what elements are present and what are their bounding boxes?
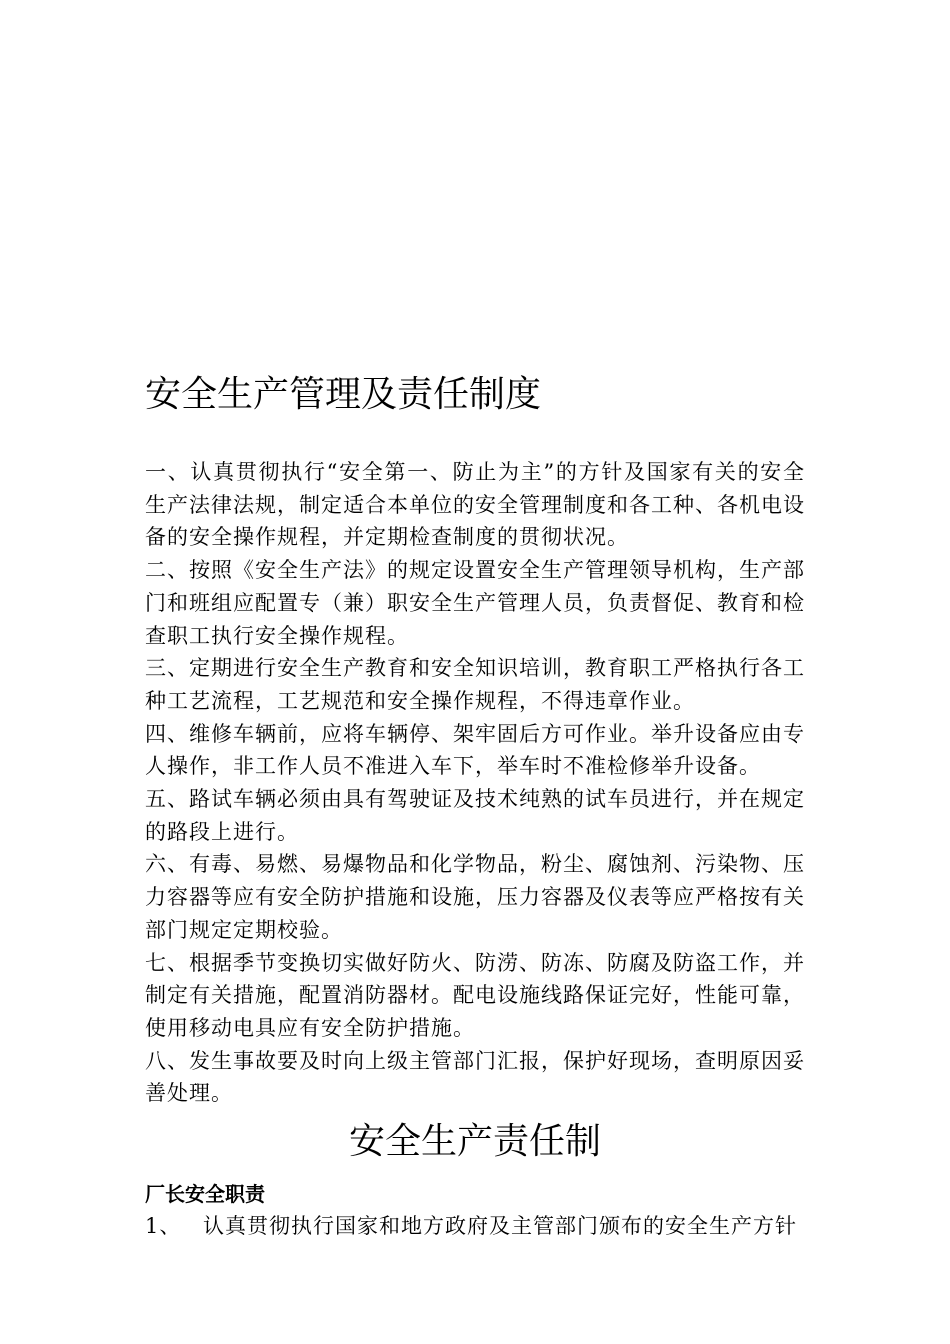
rule-paragraph-2: 二、按照《安全生产法》的规定设置安全生产管理领导机构，生产部门和班组应配置专（兼）职安全生产管理人员，负责督促、教育和检查职工执行安全操作规程。 — [145, 558, 805, 648]
rule-paragraph-7: 七、根据季节变换切实做好防火、防涝、防冻、防腐及防盗工作，并制定有关措施，配置消防器材。配电设施线路保证完好，性能可靠，使用移动电具应有安全防护措施。 — [145, 950, 805, 1040]
rule-paragraph-5: 五、路试车辆必须由具有驾驶证及技术纯熟的试车员进行，并在规定的路段上进行。 — [145, 787, 805, 844]
rule-paragraph-1: 一、认真贯彻执行“安全第一、防止为主”的方针及国家有关的安全生产法律法规，制定适合本单位的安全管理制度和各工种、各机电设备的安全操作规程，并定期检查制度的贯彻状况。 — [145, 460, 805, 550]
section-subheading: 厂长安全职责 — [145, 1182, 265, 1206]
document-title: 安全生产管理及责任制度 — [145, 374, 542, 415]
duty-item-number: 1、 — [145, 1214, 182, 1238]
rules-list — [145, 456, 805, 1110]
duty-item-text: 认真贯彻执行国家和地方政府及主管部门颁布的安全生产方针 — [203, 1214, 797, 1238]
rule-paragraph-3: 三、定期进行安全生产教育和安全知识培训，教育职工严格执行各工种工艺流程，工艺规范和安全操作规程，不得违章作业。 — [145, 656, 805, 713]
rule-paragraph-6: 六、有毒、易燃、易爆物品和化学物品，粉尘、腐蚀剂、污染物、压力容器等应有安全防护措施和设施，压力容器及仪表等应严格按有关部门规定定期校验。 — [145, 852, 805, 942]
duty-item-1 — [145, 1210, 810, 1242]
rule-paragraph-4: 四、维修车辆前，应将车辆停、架牢固后方可作业。举升设备应由专人操作，非工作人员不准进入车下，举车时不准检修举升设备。 — [145, 721, 805, 779]
section-title: 安全生产责任制 — [348, 1121, 601, 1162]
rule-paragraph-8: 八、发生事故要及时向上级主管部门汇报，保护好现场，查明原因妥善处理。 — [145, 1048, 805, 1106]
